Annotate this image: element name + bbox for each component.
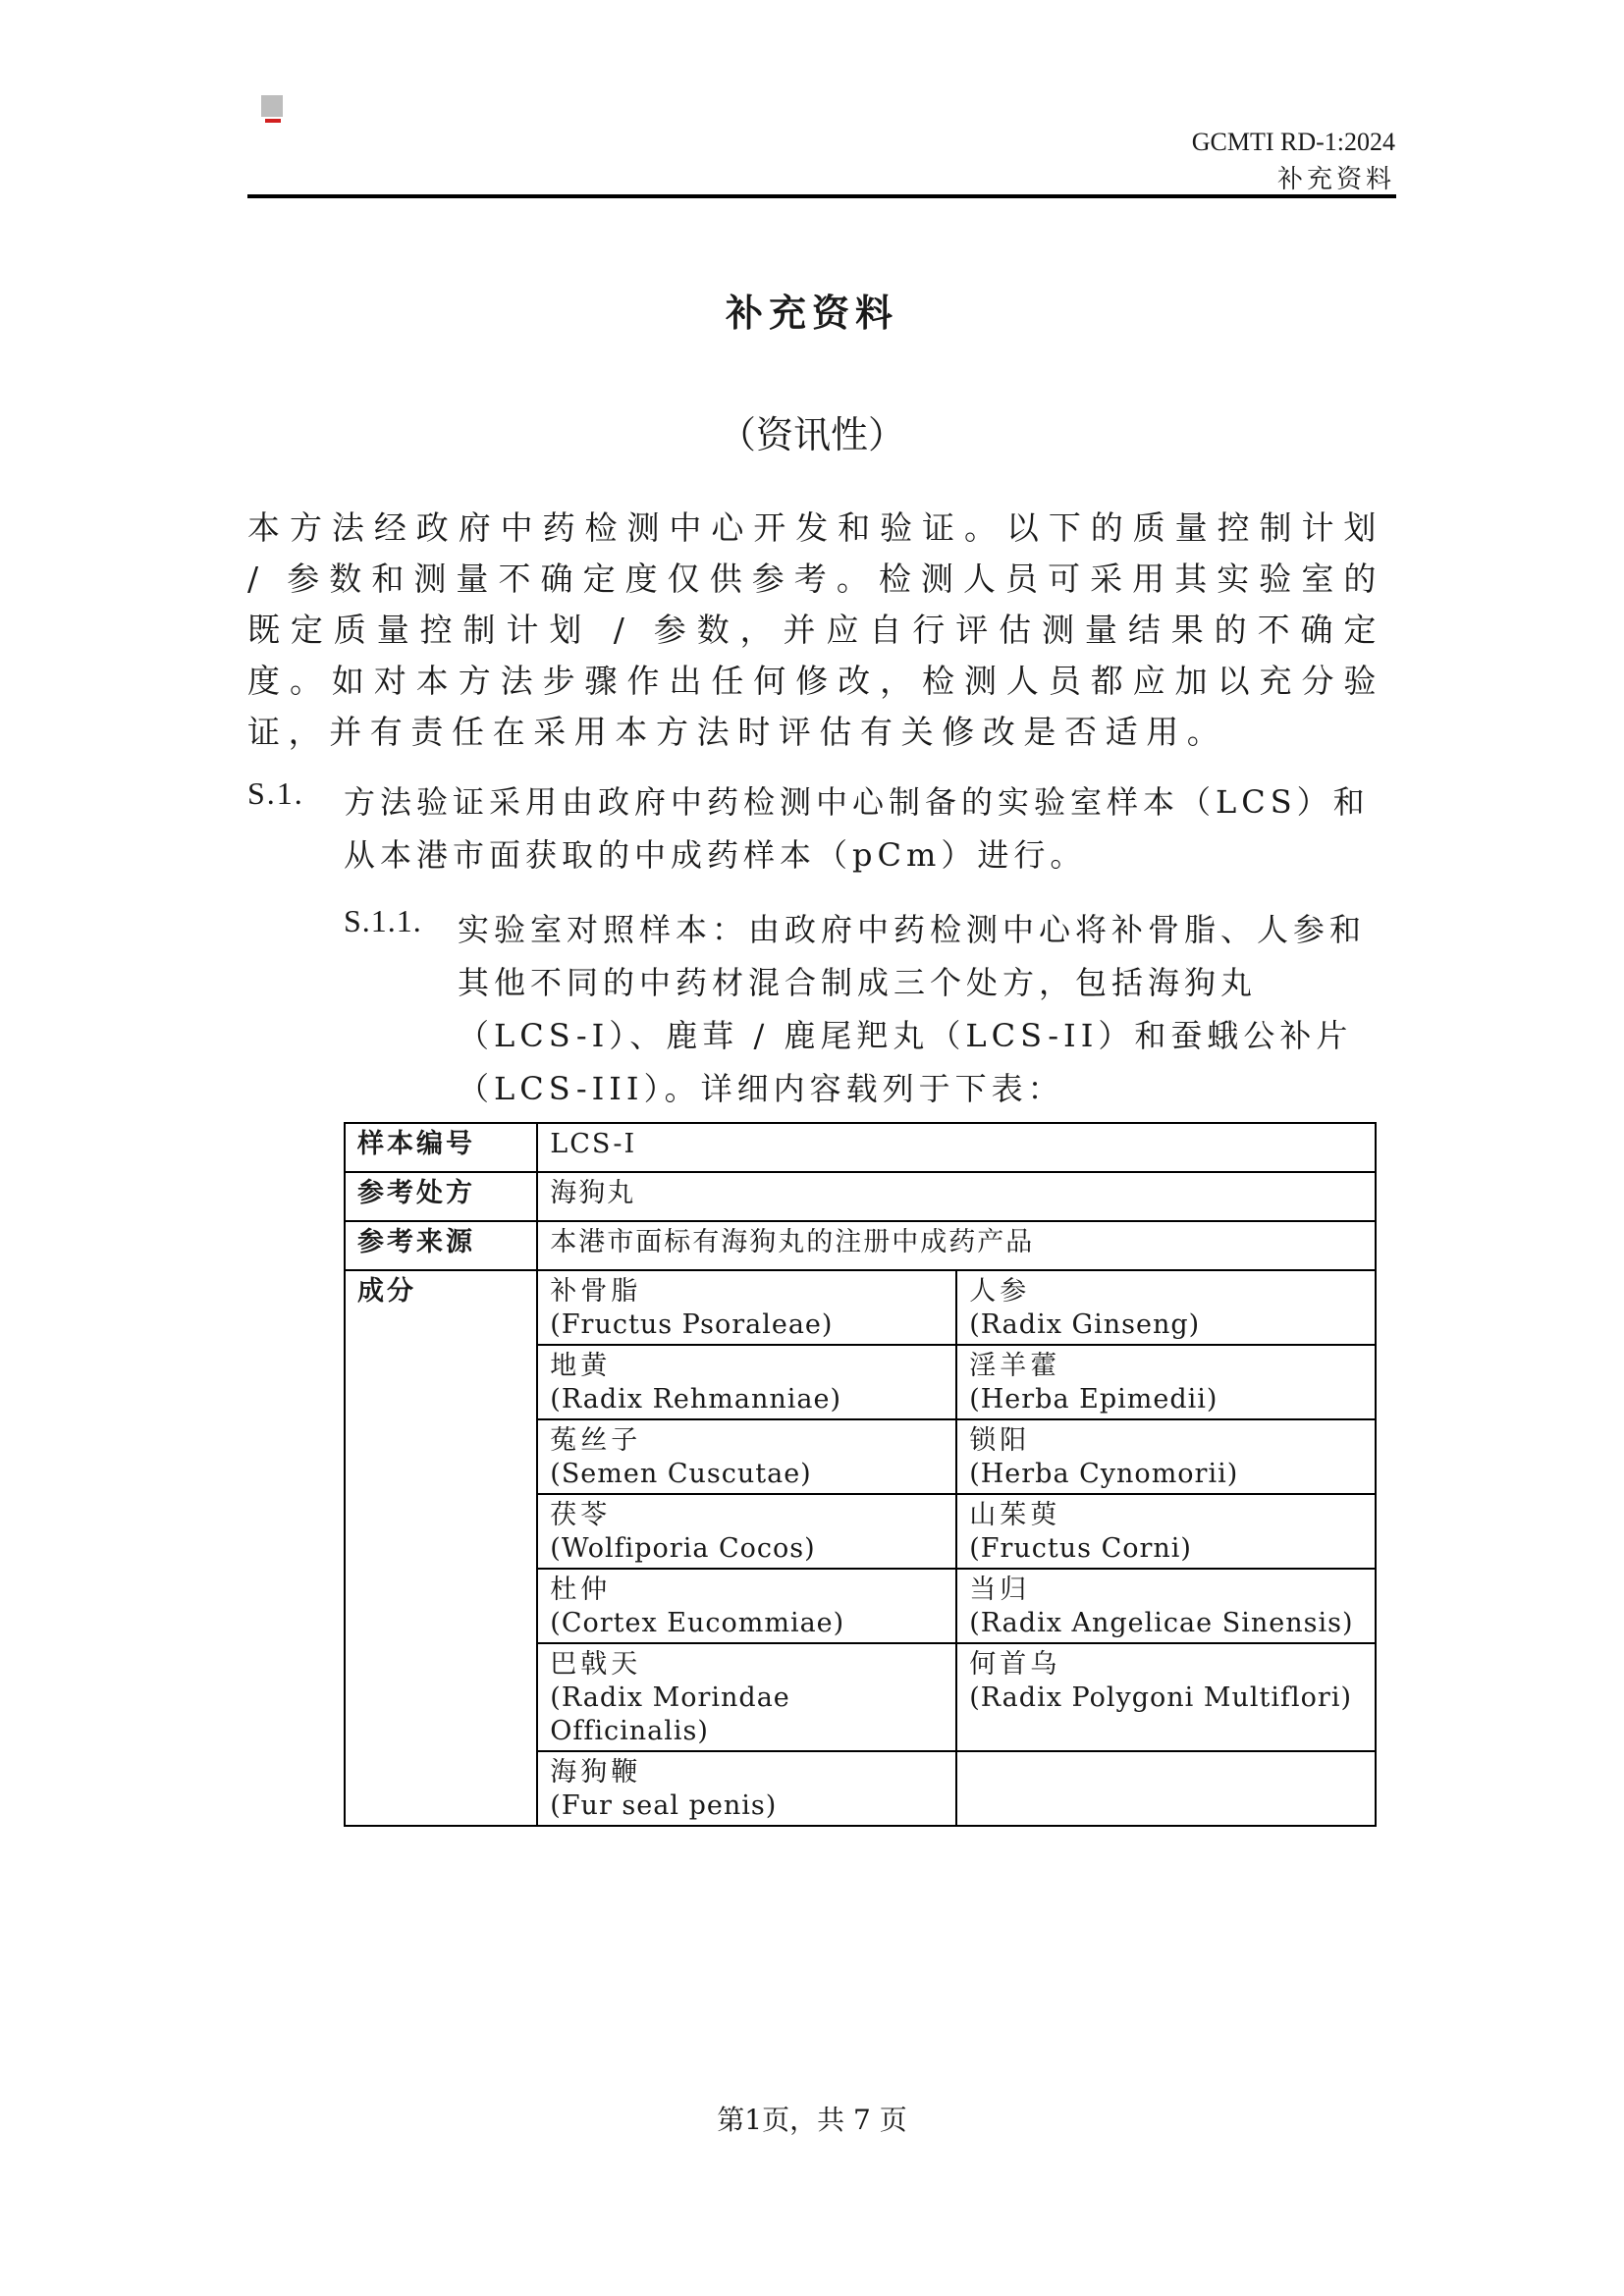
ingredient-en: (Radix Polygoni Multiflori): [969, 1682, 1352, 1713]
ingredient-zh: 补骨脂: [550, 1276, 642, 1307]
ingredient-zh: 锁阳: [969, 1425, 1031, 1456]
ingredient-en: (Herba Epimedii): [969, 1384, 1218, 1415]
ingredient-en: (Radix Morindae Officinalis): [550, 1682, 790, 1746]
ingredient-zh: 杜仲: [550, 1575, 612, 1605]
ingredient-cell: [537, 1643, 956, 1751]
ingredient-en: (Wolfiporia Cocos): [550, 1533, 816, 1564]
ingredient-cell: [956, 1419, 1376, 1494]
ingredient-en: (Radix Rehmanniae): [550, 1384, 842, 1415]
sample-no-value: LCS-I: [537, 1123, 1376, 1172]
ingredient-cell: [956, 1643, 1376, 1751]
section-s1-text: 方法验证采用由政府中药检测中心制备的实验室样本（LCS）和从本港市面获取的中成药样本（pCm）进行。: [344, 783, 1370, 874]
ingredient-en: (Radix Ginseng): [969, 1309, 1201, 1340]
ingredient-en: (Cortex Eucommiae): [550, 1608, 845, 1638]
logo-grey-square: [261, 95, 283, 117]
intro-paragraph: 本方法经政府中药检测中心开发和验证。以下的质量控制计划 / 参数和测量不确定度仅供参考。检测人员可采用其实验室的既定质量控制计划 / 参数，并应自行评估测量结果的不确定度。如对本方法步骤作出任何修改，检测人员都应加以充分验证，并有责任在采用本方法时评估有关修改是否适用。: [247, 508, 1384, 751]
ingredient-cell: [537, 1345, 956, 1419]
ingredient-cell: [537, 1751, 956, 1826]
page-title: 补充资料: [725, 292, 898, 335]
ingredient-row: [345, 1270, 1376, 1345]
ingredient-en: (Radix Angelicae Sinensis): [969, 1608, 1354, 1638]
ingredient-en: (Fructus Corni): [969, 1533, 1192, 1564]
logo-red-bar: [265, 119, 281, 123]
ingredient-zh: 当归: [969, 1575, 1031, 1605]
ingredient-en: (Semen Cuscutae): [550, 1459, 812, 1489]
ingredient-zh: 山茱萸: [969, 1500, 1061, 1530]
ingredient-cell: [956, 1494, 1376, 1569]
source-value: 本港市面标有海狗丸的注册中成药产品: [537, 1221, 1376, 1270]
page-footer: 第1页，共 7 页: [717, 2104, 907, 2136]
ingredient-en: (Fructus Psoraleae): [550, 1309, 834, 1340]
page-subtitle: （资讯性）: [718, 413, 905, 456]
ingredient-zh: 海狗鞭: [550, 1757, 642, 1788]
logo-icon: [261, 95, 283, 123]
formula-label: 参考处方: [345, 1172, 537, 1221]
ingredient-zh: 人参: [969, 1276, 1031, 1307]
ingredient-en: (Fur seal penis): [550, 1790, 778, 1821]
table-row: [345, 1221, 1376, 1270]
formula-value: 海狗丸: [537, 1172, 1376, 1221]
header-doc-code: GCMTI RD-1:2024: [1191, 128, 1395, 156]
ingredient-cell: [537, 1270, 956, 1345]
section-s1-1-text: 实验室对照样本：由政府中药检测中心将补骨脂、人参和其他不同的中药材混合制成三个处方，包括海狗丸（LCS-I）、鹿茸 / 鹿尾羓丸（LCS-II）和蚕蛾公补片（LCS-III）。详细内容载列于下表：: [458, 911, 1367, 1107]
header-section-label: 补充资料: [1276, 165, 1395, 194]
table-row: [345, 1123, 1376, 1172]
ingredients-label: 成分: [345, 1270, 537, 1826]
ingredient-zh: 地黄: [550, 1351, 612, 1381]
header-rule: [247, 194, 1396, 198]
ingredient-zh: 何首乌: [969, 1649, 1061, 1680]
ingredient-cell: [956, 1270, 1376, 1345]
ingredient-cell: [956, 1345, 1376, 1419]
ingredient-en: (Herba Cynomorii): [969, 1459, 1239, 1489]
ingredient-zh: 巴戟天: [550, 1649, 642, 1680]
ingredient-cell-empty: [956, 1751, 1376, 1826]
section-s1-number: S.1.: [247, 775, 304, 811]
ingredient-cell: [537, 1569, 956, 1643]
sample-no-label: 样本编号: [345, 1123, 537, 1172]
source-label: 参考来源: [345, 1221, 537, 1270]
sample-table: [344, 1122, 1377, 1827]
ingredient-cell: [956, 1569, 1376, 1643]
ingredient-cell: [537, 1494, 956, 1569]
table-row: [345, 1172, 1376, 1221]
ingredient-zh: 菟丝子: [550, 1425, 642, 1456]
ingredient-cell: [537, 1419, 956, 1494]
ingredient-zh: 茯苓: [550, 1500, 612, 1530]
ingredient-zh: 淫羊藿: [969, 1351, 1061, 1381]
section-s1-1-number: S.1.1.: [344, 903, 422, 938]
